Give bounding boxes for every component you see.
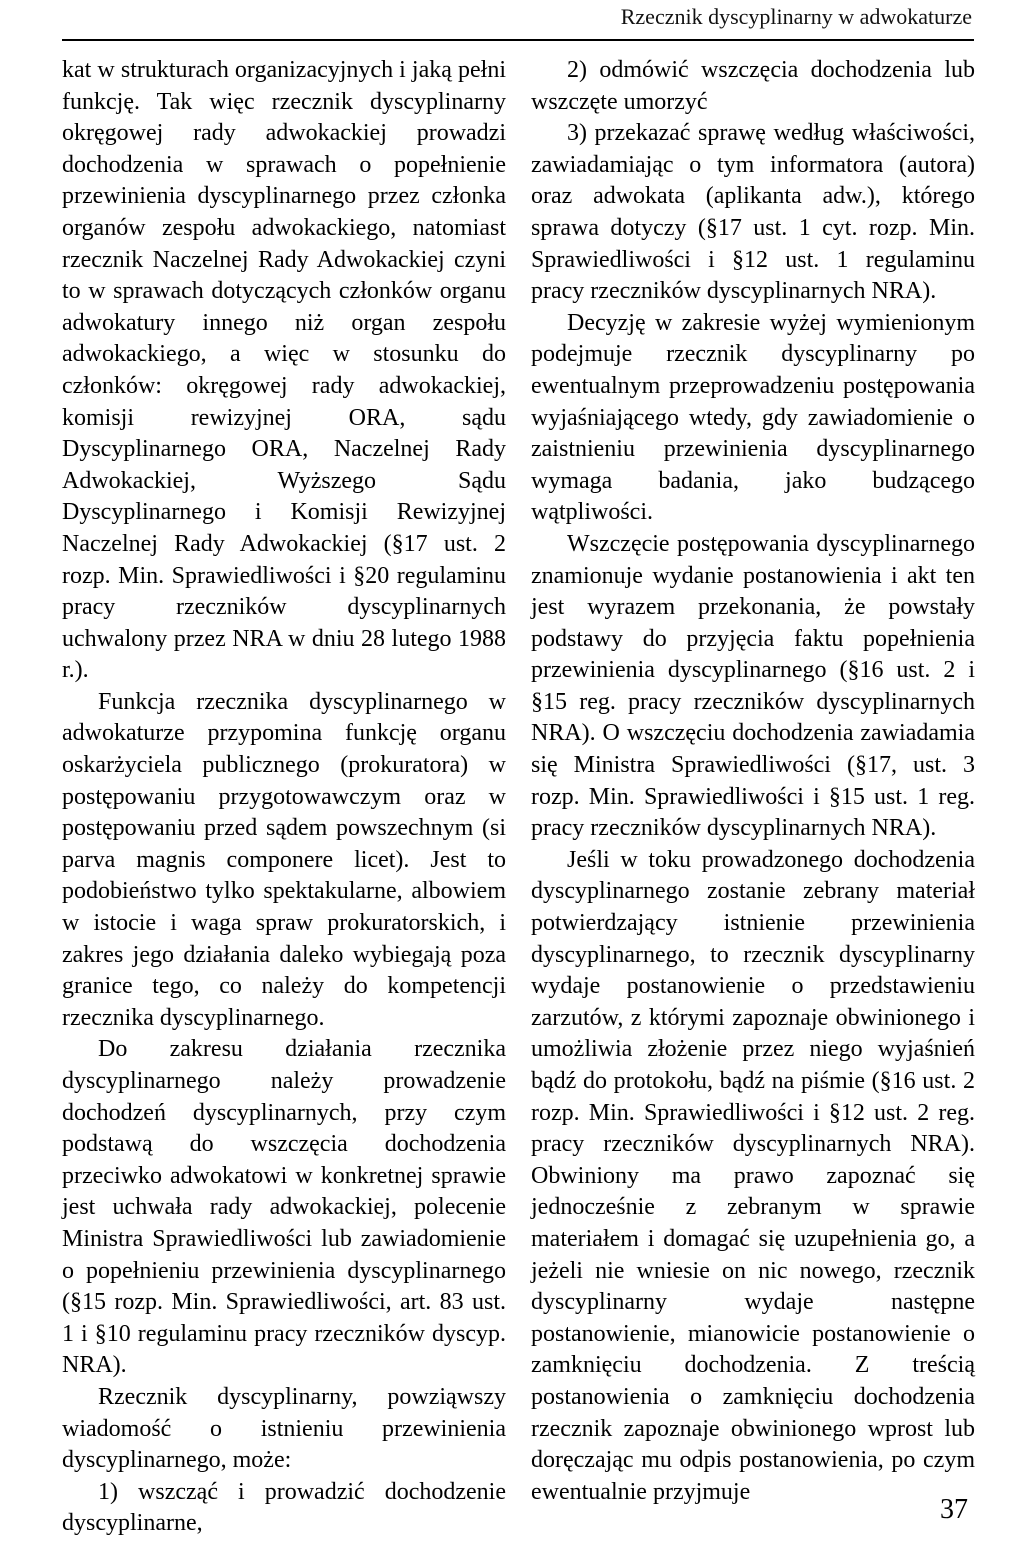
list-item: 2) odmówić wszczęcia dochodzenia lub wszczęte umorzyć	[531, 57, 975, 115]
paragraph: Decyzję w zakresie wyżej wymienionym podejmuje rzecznik dyscyplinarny po ewentualnym przeprowadzeniu postępowania wyjaśniającego wtedy, gdy zawiadomienie o zaistnieniu przewinienia dyscyplinarnego wymaga badania, jako budzącego wątpliwości.	[531, 309, 975, 526]
paragraph: kat w strukturach organizacyjnych i jaką pełni funkcję. Tak więc rzecznik dyscyplinarny okręgowej rady adwokackiej prowadzi dochodzenia w sprawach o popełnienie przewinienia dyscyplinarnego przez członka organów zespołu adwokackiego, natomiast rzecznik Naczelnej Rady Adwokackiej czyni to w sprawach dotyczących członków organu adwokatury innego niż organ zespołu adwokackiego, a więc w stosunku do członków: okręgowej rady adwokackiej, komisji rewizyjnej ORA, sądu Dyscyplinarnego ORA, Naczelnej Rady Adwokackiej, Wyższego Sądu Dyscyplinarnego i Komisji Rewizyjnej Naczelnej Rady Adwokackiej (§17 ust. 2 rozp. Min. Sprawiedliwości i §20 regulaminu pracy rzeczników dyscyplinarnych uchwalony przez NRA w dniu 28 lutego 1988 r.).	[62, 57, 506, 684]
paragraph: Jeśli w toku prowadzonego dochodzenia dyscyplinarnego zostanie zebrany materiał potwierdzający istnienie przewinienia dyscyplinarnego, to rzecznik dyscyplinarny wydaje postanowienie o przedstawieniu zarzutów, z którymi zapoznaje obwinionego i umożliwia złożenie przez niego wyjaśnień bądź do protokołu, bądź na piśmie (§16 ust. 2 rozp. Min. Sprawiedliwości i §12 ust. 2 reg. pracy rzeczników dyscyplinarnych NRA). Obwiniony ma prawo zapoznać się jednocześnie z zebranym w sprawie materiałem i domagać się uzupełnienia go, a jeżeli nie wniesie on nic nowego, rzecznik dyscyplinarny wydaje następne postanowienie, mianowicie postanowienie o zamknięciu dochodzenia. Z treścią postanowienia o zamknięciu dochodzenia rzecznik zapoznaje obwinionego wprost lub doręczając mu odpis postanowienia, po czym ewentualnie przyjmuje	[531, 846, 975, 1505]
paragraph: Wszczęcie postępowania dyscyplinarnego znamionuje wydanie postanowienia i akt ten jest wyrazem przekonania, że powstały podstawy do przyjęcia faktu popełnienia przewinienia dyscyplinarnego (§16 ust. 2 i §15 reg. pracy rzeczników dyscyplinarnych NRA). O wszczęciu dochodzenia zawiadamia się Ministra Sprawiedliwości (§17, ust. 3 rozp. Min. Sprawiedliwości i §15 ust. 1 reg. pracy rzeczników dyscyplinarnych NRA).	[531, 530, 975, 842]
page-number: 37	[940, 1494, 968, 1525]
right-column	[531, 55, 975, 1508]
paragraph: Funkcja rzecznika dyscyplinarnego w adwokaturze przypomina funkcję organu oskarżyciela publicznego (prokuratora) w postępowaniu przygotowawczym oraz w postępowaniu przed sądem powszechnym (si parva magnis componere licet). Jest to podobieństwo tylko spektakularne, albowiem w istocie i waga spraw prokuratorskich, i zakres jego działania daleko wybiegają poza granice tego, co należy do kompetencji rzecznika dyscyplinarnego.	[62, 688, 506, 1031]
left-column	[62, 55, 506, 1540]
list-item: 1) wszcząć i prowadzić dochodzenie dyscyplinarne,	[62, 1478, 506, 1537]
list-item: 3) przekazać sprawę według właściwości, zawiadamiając o tym informatora (autora) oraz adwokata (aplikanta adw.), którego sprawa dotyczy (§17 ust. 1 cyt. rozp. Min. Sprawiedliwości i §12 ust. 1 regulaminu pracy rzeczników dyscyplinarnych NRA).	[531, 120, 975, 305]
running-header: Rzecznik dyscyplinarny w adwokaturze	[620, 4, 972, 29]
header-rule	[62, 39, 974, 41]
paragraph: Rzecznik dyscyplinarny, powziąwszy wiadomość o istnieniu przewinienia dyscyplinarnego, może:	[62, 1383, 506, 1474]
paragraph: Do zakresu działania rzecznika dyscyplinarnego należy prowadzenie dochodzeń dyscyplinarnych, przy czym podstawą do wszczęcia dochodzenia przeciwko adwokatowi w konkretnej sprawie jest uchwała rady adwokackiej, polecenie Ministra Sprawiedliwości lub zawiadomienie o popełnieniu przewinienia dyscyplinarnego (§15 rozp. Min. Sprawiedliwości, art. 83 ust. 1 i §10 regulaminu pracy rzeczników dyscyp. NRA).	[62, 1036, 506, 1379]
